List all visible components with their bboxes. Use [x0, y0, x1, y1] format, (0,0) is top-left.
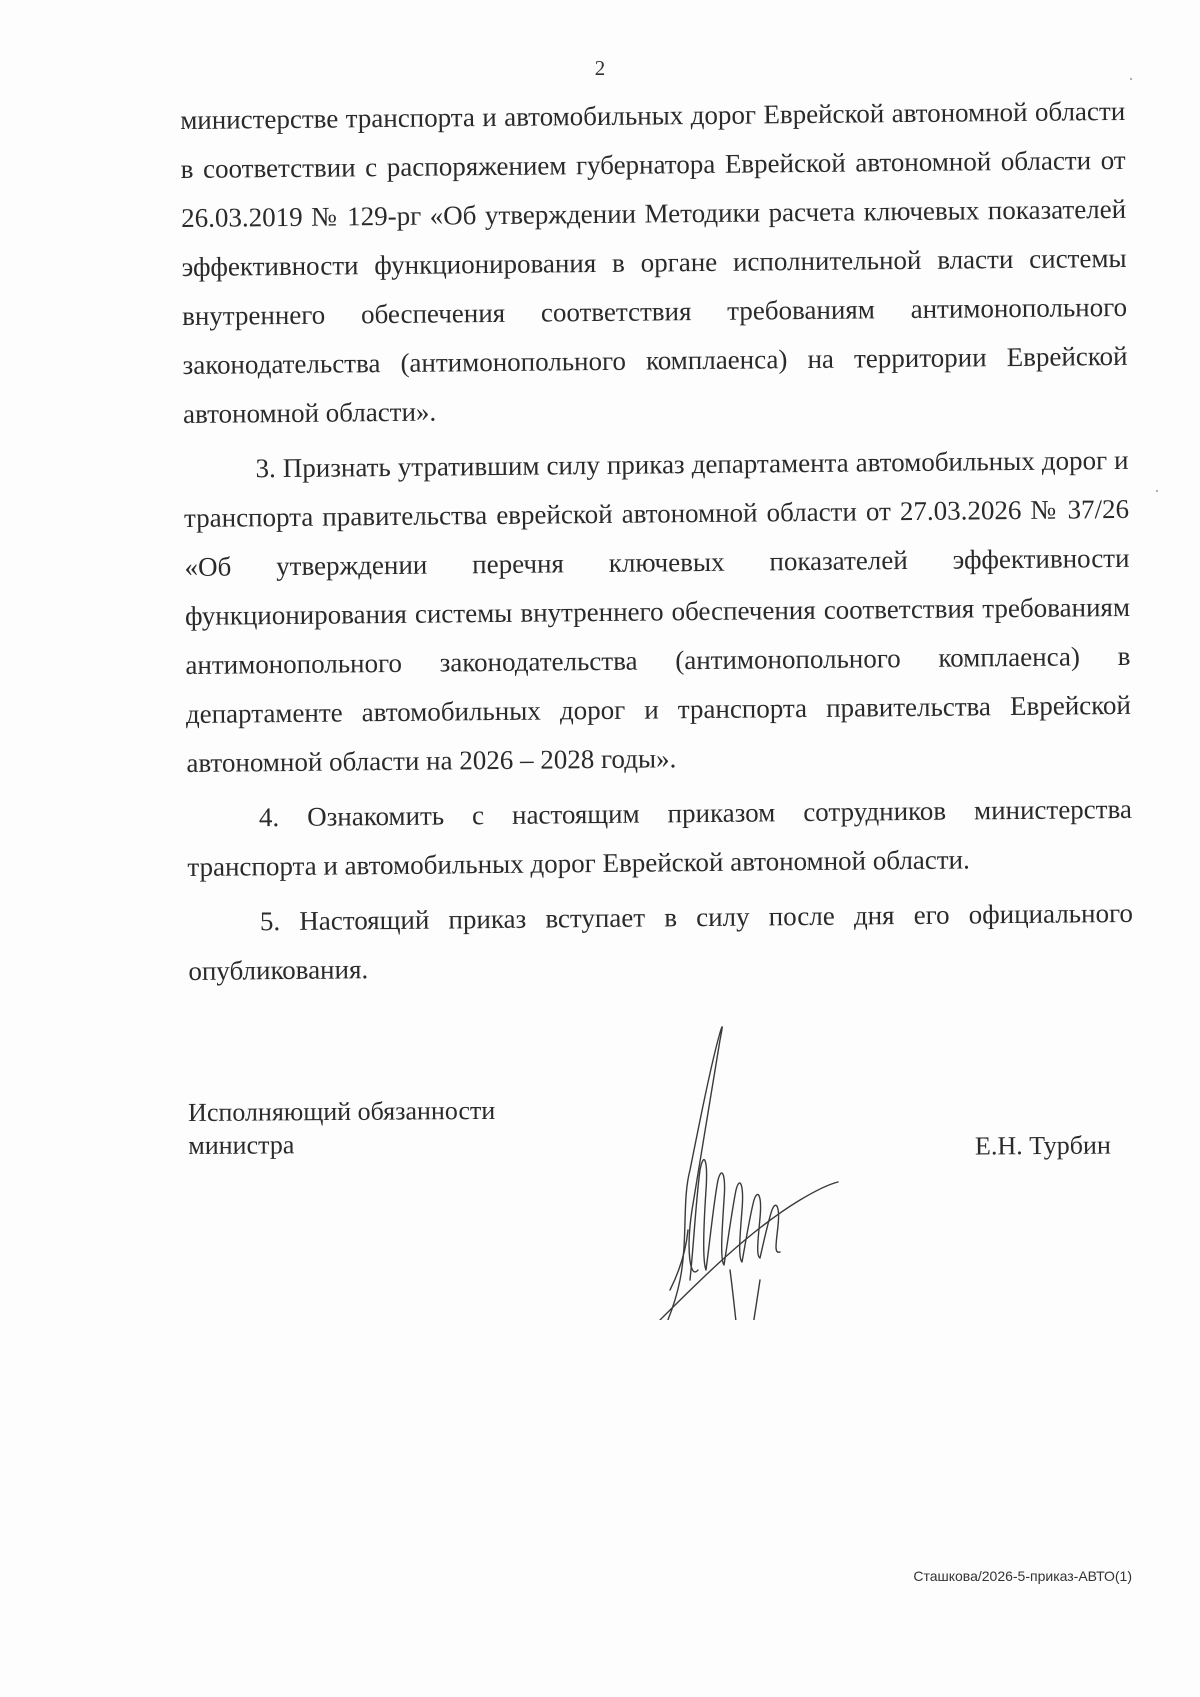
scan-speck — [1156, 490, 1158, 492]
position-line-2: министра — [188, 1130, 295, 1160]
paragraph-item-3: 3. Признать утратившим силу приказ департамента автомобильных дорог и транспорта правительства еврейской автономной области от 27.03.2026 № 37/26 «Об утверждении перечня ключевых показателей эффективности функционирования системы внутреннего обеспечения соответствия требованиям антимонопольного законодательства (антимонопольного комплаенса) в департаменте автомобильных дорог и транспорта правительства Еврейской автономной области на 2026 – 2028 годы». — [183, 444, 1132, 778]
paragraph-item-4: 4. Ознакомить с настоящим приказом сотрудников министерства транспорта и автомобильных дорог Еврейской автономной области. — [187, 793, 1133, 882]
paragraph-continuation: министерстве транспорта и автомобильных дорог Еврейской автономной области в соответствии с распоряжением губернатора Еврейской автономной области от 26.03.2019 № 129-рг «Об утверждении Методики расчета ключевых показателей эффективности функционирования в органе исполнительной власти системы внутреннего обеспечения соответствия требованиям антимонопольного законодательства (антимонопольного комплаенса) на территории Еврейской автономной области». — [180, 95, 1128, 429]
signatory-name: Е.Н. Турбин — [974, 1130, 1111, 1161]
order-body — [180, 87, 1134, 996]
document-reference: Сташкова/2026-5-приказ-АВТО(1) — [913, 1568, 1132, 1584]
scan-speck — [1130, 78, 1132, 80]
page-number: 2 — [594, 56, 606, 80]
paragraph-item-5: 5. Настоящий приказ вступает в силу после дня его официального опубликования. — [188, 897, 1134, 986]
signatory-position — [188, 1094, 496, 1162]
handwritten-signature-icon — [630, 1000, 850, 1320]
position-line-1: Исполняющий обязанности — [188, 1095, 496, 1127]
